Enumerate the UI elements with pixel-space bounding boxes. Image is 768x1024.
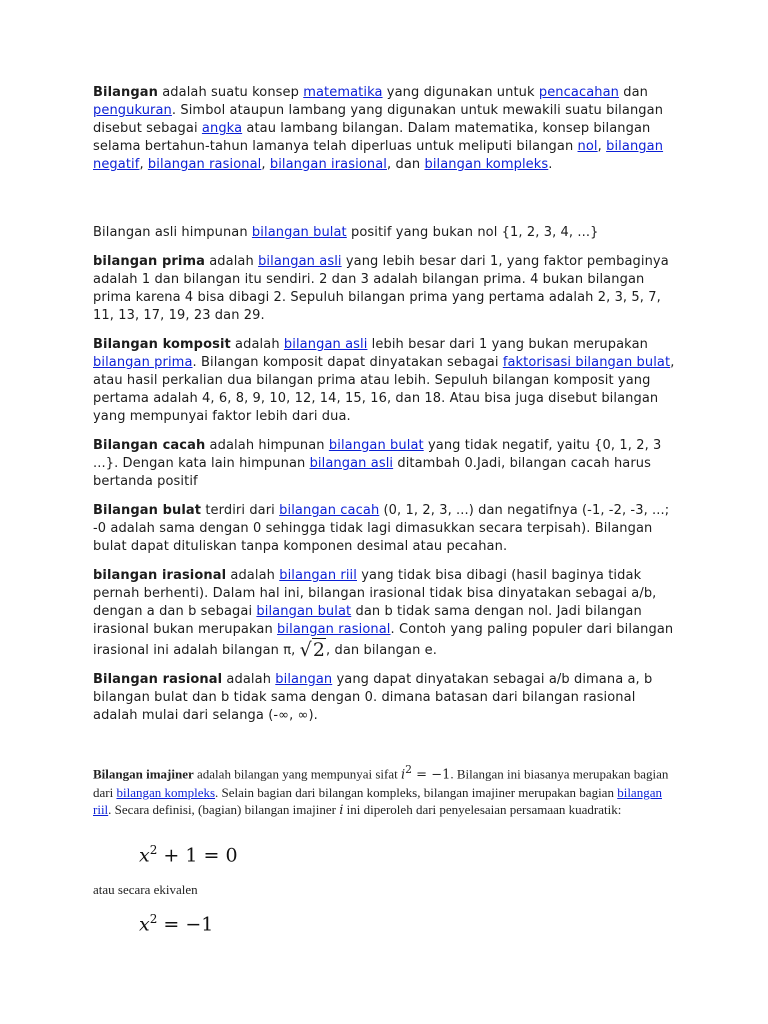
text: yang lebih besar dari 1, yang faktor pembaginya adalah 1 dan bilangan itu sendiri. 2 dan 3 adalah bilangan prima. 4 bukan bilangan prima karena 4 bisa dibagi 2. Sepuluh bilangan prima yang pertama adalah 2, 3, 5, 7, 11, 13, 17, 19, 23 dan 29. [93,254,669,323]
text: Bilangan asli himpunan [93,225,252,240]
link-bilangan-rasional[interactable]: bilangan rasional [147,157,262,172]
text: adalah [230,337,284,352]
link-bilangan-riil[interactable]: bilangan riil [93,784,662,818]
text: . Bilangan ini biasanya merupakan bagian dari [93,766,669,800]
eq-exponent: 2 [149,843,158,857]
text: atau lambang bilangan. Dalam matematika, konsep bilangan selama bertahun-tahun lamanya telah diperluas untuk meliputi bilangan [93,121,651,154]
eq-rest: = −1 [157,913,214,936]
text: , [597,139,607,154]
text: . Bilangan komposit dapat dinyatakan sebagai [192,355,503,370]
math-rest: = −1 [412,767,451,783]
text: . [548,157,553,172]
term-bilangan-rasional: Bilangan rasional [93,672,223,687]
math-exponent: 2 [405,763,413,776]
paragraph-bilangan-prima [93,253,683,325]
text: adalah suatu konsep [157,85,304,100]
text: . Secara definisi, (bagian) bilangan imajiner [108,802,340,818]
eq-exponent: 2 [149,912,158,926]
text: dan b tidak sama dengan nol. Jadi bilangan irasional bukan merupakan [93,604,642,637]
link-nol[interactable]: nol [577,139,598,154]
link-bilangan-kompleks[interactable]: bilangan kompleks [424,157,549,172]
term-bilangan-prima: bilangan prima [93,254,205,269]
text: (0, 1, 2, 3, ...) dan negatifnya (-1, -2, -3, ...; -0 adalah sama dengan 0 sehingga tidak lagi dimasukkan secara terpisah). Bilangan bulat dapat dituliskan tanpa komponen desimal atau pecahan. [93,503,670,554]
link-bilangan-irasional[interactable]: bilangan irasional [269,157,387,172]
text: ditambah 0.Jadi, bilangan cacah harus bertanda positif [93,456,652,489]
text: yang dapat dinyatakan sebagai a/b dimana a, b bilangan bulat dan b tidak sama dengan 0. dimana batasan dari bilangan rasional adalah mulai dari selanga (-∞, ∞). [93,672,653,723]
term-bilangan-bulat: Bilangan bulat [93,503,202,518]
text: , atau hasil perkalian dua bilangan prima atau lebih. Sepuluh bilangan komposit yang pertama adalah 4, 6, 8, 9, 10, 12, 14, 15, 16, dan 18. Atau bisa juga disebut bilangan yang mempunyai faktor lebih dari dua. [93,355,675,424]
math-i: i [339,803,344,819]
eq-var: x [139,844,150,867]
text: yang tidak bisa dibagi (hasil baginya tidak pernah berhenti). Dalam hal ini, bilangan irasional tidak bisa dinyatakan sebagai a/b, dengan a dan b sebagai [93,568,657,619]
text: yang tidak negatif, yaitu {0, 1, 2, 3 ...}. Dengan kata lain himpunan [93,438,662,471]
text: yang digunakan untuk [382,85,539,100]
link-bilangan-negatif[interactable]: bilangan negatif [93,139,664,172]
text: , [261,157,270,172]
link-bilangan-asli[interactable]: bilangan asli [309,456,394,471]
paragraph-bilangan-cacah [93,437,683,491]
text: terdiri dari [201,503,280,518]
text: . Simbol ataupun lambang yang digunakan untuk mewakili suatu bilangan disebut sebagai [93,103,664,136]
link-bilangan-asli[interactable]: bilangan asli [283,337,368,352]
text: , [139,157,148,172]
term-bilangan-komposit: Bilangan komposit [93,337,231,352]
eq-var: x [139,913,150,936]
text: positif yang bukan nol {1, 2, 3, 4, ...} [346,225,599,240]
link-bilangan-kompleks[interactable]: bilangan kompleks [116,784,216,800]
term-bilangan: Bilangan [93,85,158,100]
text: adalah himpunan [205,438,329,453]
paragraph-bilangan-komposit [93,336,683,426]
text: lebih besar dari 1 yang bukan merupakan [367,337,648,352]
link-pengukuran[interactable]: pengukuran [93,103,172,118]
link-faktorisasi-bilangan-bulat[interactable]: faktorisasi bilangan bulat [502,355,671,370]
link-bilangan-bulat[interactable]: bilangan bulat [256,604,352,619]
text: , dan bilangan e. [326,643,437,658]
article-body [93,84,683,725]
text: adalah [222,672,276,687]
text: . Selain bagian dari bilangan kompleks, bilangan imajiner merupakan bagian [215,784,618,800]
text: ini diperoleh dari penyelesaian persamaan kuadratik: [343,802,622,818]
text: adalah [205,254,259,269]
paragraph-bilangan-irasional [93,567,683,660]
link-bilangan-prima[interactable]: bilangan prima [93,355,193,370]
link-bilangan-bulat[interactable]: bilangan bulat [328,438,424,453]
term-bilangan-cacah: Bilangan cacah [93,438,206,453]
paragraph-bilangan [93,84,683,174]
equation-quadratic [139,843,238,866]
link-bilangan-rasional[interactable]: bilangan rasional [277,622,391,637]
link-bilangan-asli[interactable]: bilangan asli [258,254,342,269]
text: , dan [387,157,425,172]
paragraph-bilangan-rasional [93,671,683,725]
text-ekuivalen: atau secara ekivalen [93,882,198,897]
math-i: i [400,767,406,783]
paragraph-bilangan-asli [93,224,683,242]
equation-equivalent [139,912,213,935]
paragraph-bilangan-bulat [93,502,683,556]
link-bilangan-bulat[interactable]: bilangan bulat [251,225,347,240]
paragraph-bilangan-imajiner [93,761,673,820]
link-angka[interactable]: angka [201,121,243,136]
eq-rest: + 1 = 0 [157,844,238,867]
sqrt-2-formula: √2 [299,639,326,661]
sqrt-radicand: 2 [312,639,326,661]
link-bilangan[interactable]: bilangan [275,672,333,687]
text: dan [619,85,649,100]
term-bilangan-imajiner: Bilangan imajiner [93,766,194,782]
link-bilangan-riil[interactable]: bilangan riil [279,568,357,583]
term-bilangan-irasional: bilangan irasional [93,568,227,583]
text: adalah [226,568,280,583]
link-matematika[interactable]: matematika [303,85,383,100]
text: adalah bilangan yang mempunyai sifat [193,766,401,782]
link-pencacahan[interactable]: pencacahan [538,85,620,100]
link-bilangan-cacah[interactable]: bilangan cacah [279,503,380,518]
text: . Contoh yang paling populer dari bilangan irasional ini adalah bilangan π, [93,622,674,658]
